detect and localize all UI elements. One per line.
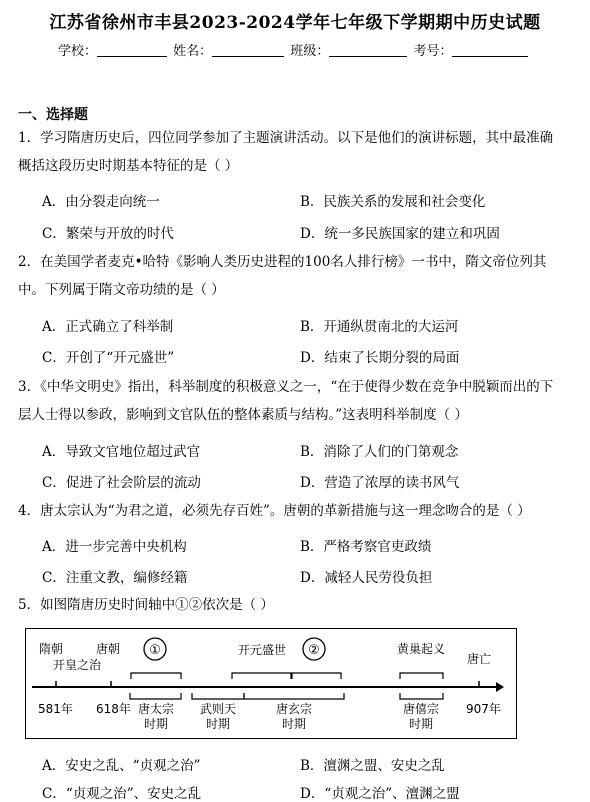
label-tang: 唐朝 bbox=[96, 642, 121, 656]
label-huangchao: 黄巢起义 bbox=[397, 642, 446, 656]
q1-option-d[interactable]: D．统一多民族国家的建立和巩固 bbox=[300, 226, 500, 242]
name-label: 姓名： bbox=[173, 44, 213, 59]
label-marker-2: ② bbox=[308, 643, 320, 658]
q4-option-a[interactable]: A．进一步完善中央机构 bbox=[42, 539, 187, 555]
label-wuzetian: 武则天 bbox=[199, 702, 237, 716]
section-heading: 一、选择题 bbox=[18, 107, 88, 123]
bracket-event-1 bbox=[131, 673, 181, 679]
q4-option-c[interactable]: C．注重文教，编修经籍 bbox=[42, 570, 188, 586]
page-title: 江苏省徐州市丰县2023-2024学年七年级下学期期中历史试题 bbox=[49, 13, 541, 33]
q4-option-b[interactable]: B．严格考察官吏政绩 bbox=[300, 539, 432, 555]
q3-option-a[interactable]: A．导致文官地位超过武官 bbox=[42, 444, 201, 460]
question-2 bbox=[18, 248, 578, 304]
bracket-xizong bbox=[400, 693, 443, 699]
sui-tang-timeline-figure bbox=[25, 628, 517, 739]
number-blank[interactable] bbox=[452, 42, 528, 57]
question-3-line-1: 3．《中华文明史》指出，科举制度的积极意义之一，“在于使得少数在竞争中脱颖而出的下 bbox=[18, 379, 554, 395]
timeline-svg bbox=[26, 629, 518, 740]
label-year-907: 907年 bbox=[466, 702, 501, 716]
q3-option-b[interactable]: B．消除了人们的门第观念 bbox=[300, 444, 459, 460]
label-kaiyuan: 开元盛世 bbox=[238, 643, 287, 657]
bracket-taizong bbox=[130, 693, 181, 699]
q2-option-c[interactable]: C．开创了“开元盛世” bbox=[42, 350, 175, 366]
question-4 bbox=[18, 497, 578, 525]
label-marker-1: ① bbox=[149, 643, 161, 658]
school-label: 学校： bbox=[58, 44, 98, 59]
question-2-line-1: 2．在美国学者麦克•哈特《影响人类历史进程的100名人排行榜》一书中，隋文帝位列其 bbox=[18, 254, 547, 270]
label-wuzetian-period: 时期 bbox=[205, 717, 231, 731]
label-kaihuang: 开皇之治 bbox=[53, 658, 102, 672]
bracket-wuzetian bbox=[192, 693, 244, 699]
q5-option-d[interactable]: D．“贞观之治”、澶渊之盟 bbox=[300, 786, 460, 802]
student-info-line bbox=[58, 40, 530, 59]
name-blank[interactable] bbox=[212, 42, 284, 57]
class-label: 班级： bbox=[290, 44, 330, 59]
bracket-xuanzong bbox=[244, 693, 344, 699]
q5-option-c[interactable]: C．“贞观之治”、安史之乱 bbox=[42, 786, 202, 802]
label-tang-end: 唐亡 bbox=[467, 652, 492, 666]
q3-option-c[interactable]: C．促进了社会阶层的流动 bbox=[42, 475, 201, 491]
question-3 bbox=[18, 373, 578, 429]
q4-option-d[interactable]: D．减轻人民劳役负担 bbox=[300, 570, 433, 586]
label-xuanzong: 唐玄宗 bbox=[275, 702, 313, 716]
q2-option-b[interactable]: B．开通纵贯南北的大运河 bbox=[300, 319, 459, 335]
label-xizong: 唐僖宗 bbox=[402, 702, 440, 716]
question-1-line-1: 1．学习隋唐历史后，四位同学参加了主题演讲活动。以下是他们的演讲标题，其中最准确 bbox=[18, 130, 554, 146]
bracket-kaiyuan bbox=[232, 673, 291, 679]
timeline-arrow-icon bbox=[496, 682, 504, 692]
q2-option-a[interactable]: A．正式确立了科举制 bbox=[42, 319, 174, 335]
question-2-line-2: 中。下列属于隋文帝功绩的是（ ） bbox=[18, 282, 225, 298]
school-blank[interactable] bbox=[97, 42, 167, 57]
label-year-581: 581年 bbox=[38, 702, 73, 716]
class-blank[interactable] bbox=[329, 42, 407, 57]
label-xuanzong-period: 时期 bbox=[281, 717, 307, 731]
question-3-line-2: 层人士得以参政，影响到文官队伍的整体素质与结构。”这表明科举制度（ ） bbox=[18, 407, 468, 423]
question-4-line-1: 4．唐太宗认为“为君之道，必须先存百姓”。唐朝的革新措施与这一理念吻合的是（ ） bbox=[18, 503, 531, 519]
q5-option-a[interactable]: A．安史之乱、“贞观之治” bbox=[42, 758, 201, 774]
question-1 bbox=[18, 124, 578, 180]
q1-option-c[interactable]: C．繁荣与开放的时代 bbox=[42, 226, 174, 242]
q5-option-b[interactable]: B．澶渊之盟、安史之乱 bbox=[300, 758, 445, 774]
q1-option-a[interactable]: A．由分裂走向统一 bbox=[42, 194, 160, 210]
question-5-line-1: 5．如图隋唐历史时间轴中①②依次是（ ） bbox=[18, 597, 274, 613]
question-5 bbox=[18, 591, 578, 619]
q2-option-d[interactable]: D．结束了长期分裂的局面 bbox=[300, 350, 460, 366]
number-label: 考号： bbox=[413, 44, 453, 59]
q3-option-d[interactable]: D．营造了浓厚的读书风气 bbox=[300, 475, 460, 491]
q1-option-b[interactable]: B．民族关系的发展和社会变化 bbox=[300, 194, 486, 210]
bracket-event-2 bbox=[292, 673, 341, 679]
label-taizong: 唐太宗 bbox=[137, 702, 175, 716]
label-year-618: 618年 bbox=[96, 702, 131, 716]
label-sui: 隋朝 bbox=[39, 642, 64, 656]
label-xizong-period: 时期 bbox=[408, 717, 434, 731]
question-1-line-2: 概括这段历史时期基本特征的是（ ） bbox=[18, 158, 239, 174]
bracket-huangchao bbox=[400, 673, 443, 679]
label-taizong-period: 时期 bbox=[143, 717, 169, 731]
